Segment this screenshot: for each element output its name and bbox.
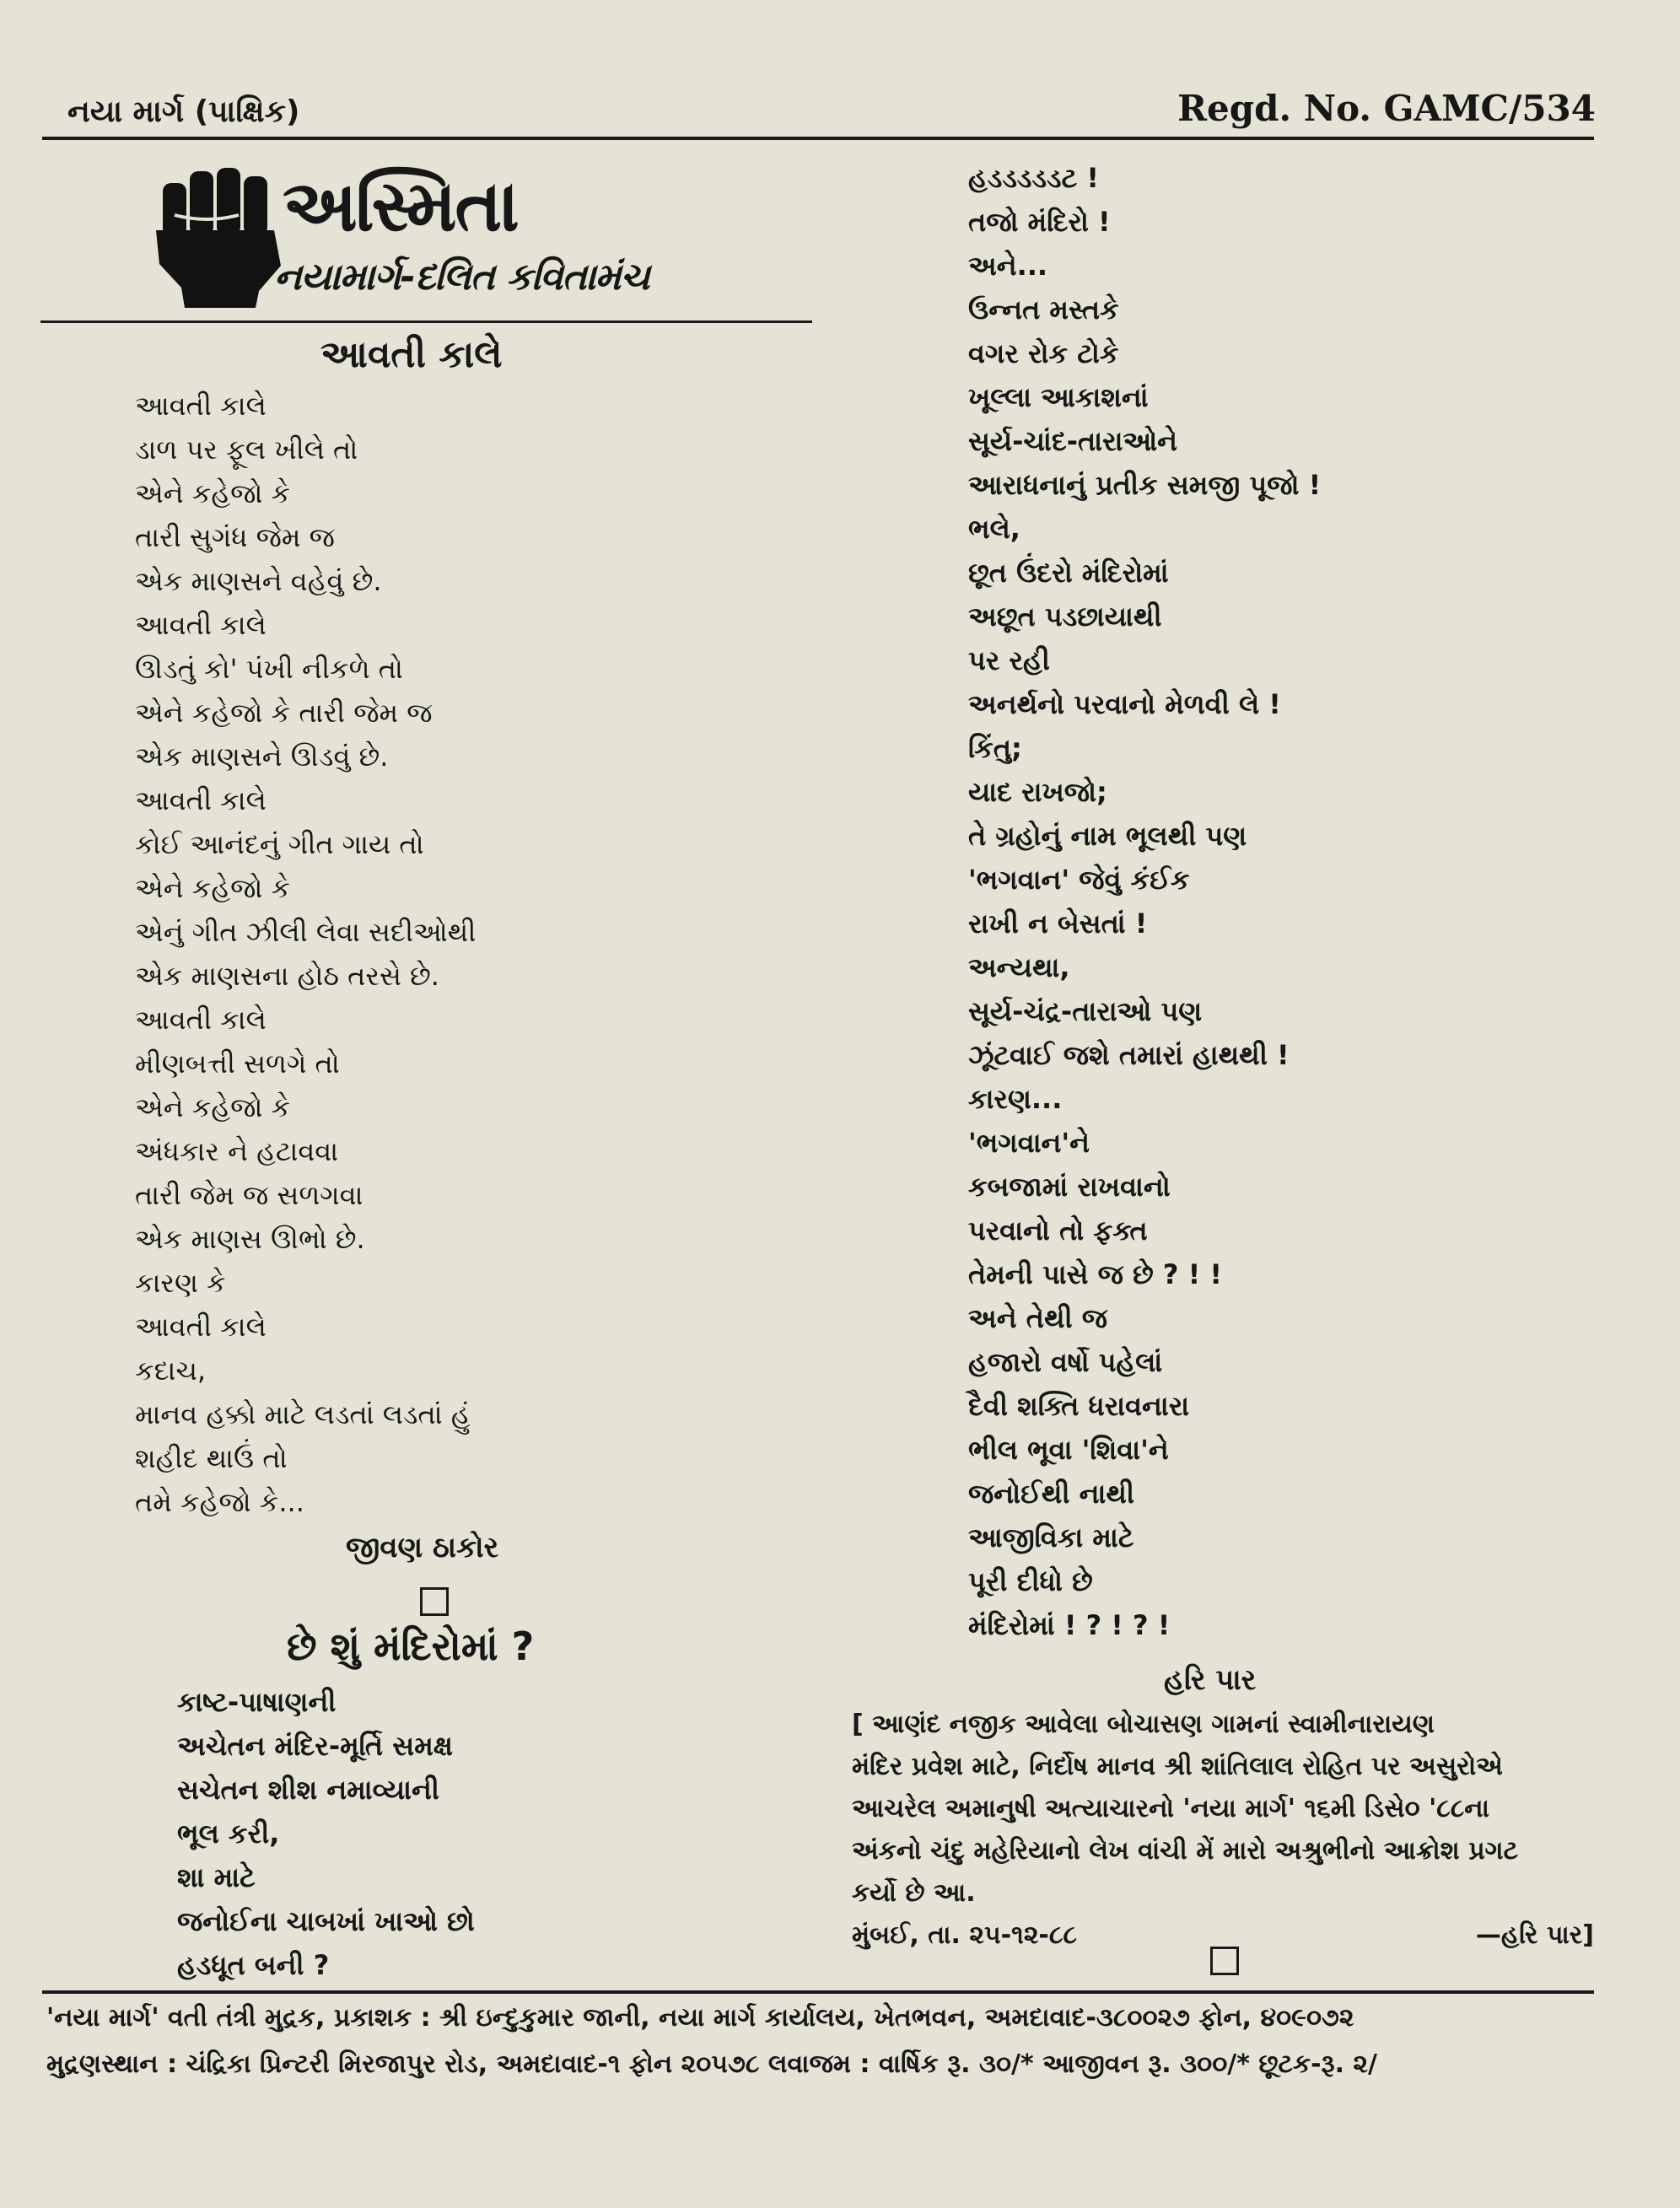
- footer-rule: [42, 1990, 1594, 1994]
- poem-line: ભલે,: [968, 513, 1020, 545]
- poem-line: તે ગ્રહોનું નામ ભૂલથી પણ: [968, 820, 1247, 852]
- poem-line: ઊડતું કો' પંખી નીકળે તો: [135, 653, 403, 685]
- poem-line: તમે કહેજો કે...: [135, 1486, 304, 1518]
- note-line: કર્યો છે આ.: [852, 1878, 976, 1908]
- note-line: [ આણંદ નજીક આવેલા બોચાસણ ગામનાં સ્વામીનારાયણ: [852, 1710, 1435, 1739]
- poem-line: ઉન્નત મસ્તકે: [968, 294, 1119, 326]
- poem-line: 'ભગવાન' જેવું કંઈક: [968, 864, 1190, 896]
- poem-line: આજીવિકા માટે: [968, 1521, 1134, 1554]
- poem-line: આવતી કાલે: [135, 609, 267, 641]
- poem-line: અચેતન મંદિર-મૂર્તિ સમક્ષ: [177, 1730, 454, 1762]
- note-line: અંકનો ચંદુ મહેરિયાનો લેખ વાંચી મેં મારો અશ્રુભીનો આક્રોશ પ્રગટ: [852, 1836, 1519, 1866]
- poem-line: જનોઈથી નાથી: [968, 1478, 1135, 1510]
- poem-line: મંદિરોમાં ! ? ! ? !: [968, 1609, 1171, 1641]
- poem-line: આરાધનાનું પ્રતીક સમજી પૂજો !: [968, 469, 1322, 501]
- poem-line: આવતી કાલે: [135, 390, 267, 422]
- poem-line: રાખી ન બેસતાં !: [968, 907, 1148, 940]
- poem-line: ઝૂંટવાઈ જશે તમારાં હાથથી !: [968, 1039, 1290, 1071]
- poem-line: એને કહેજો કે: [135, 872, 291, 904]
- poem-line: વગર રોક ટોકે: [968, 337, 1119, 369]
- note-signature: —હરિ પાર]: [1475, 1920, 1594, 1950]
- poem-line: યાદ રાખજો;: [968, 776, 1107, 808]
- poem-line: તારી જેમ જ સળગવા: [135, 1179, 363, 1211]
- logo-title: અસ્મિતા: [283, 164, 518, 247]
- poem-line: અછૂત પડછાયાથી: [968, 600, 1162, 633]
- poem-line: તજો મંદિરો !: [968, 206, 1111, 238]
- poem-line: છૂત ઉંદરો મંદિરોમાં: [968, 557, 1169, 589]
- poem-line: કદાચ,: [135, 1354, 207, 1387]
- poem-line: સૂર્ય-ચાંદ-તારાઓને: [968, 425, 1178, 457]
- poem-line: આવતી કાલે: [135, 784, 267, 816]
- poem-line: અંધકાર ને હટાવવા: [135, 1135, 339, 1167]
- poem-line: એને કહેજો કે: [135, 477, 291, 509]
- poem-line: પર રહી: [968, 644, 1050, 676]
- header-rule: [42, 137, 1594, 140]
- poem-line: સચેતન શીશ નમાવ્યાની: [177, 1774, 439, 1806]
- section-end-box: [1210, 1947, 1239, 1975]
- poem-body-right: [968, 156, 1626, 1647]
- poem-line: એક માણસને વહેવું છે.: [135, 565, 382, 597]
- poem-line: 'ભગવાન'ને: [968, 1127, 1090, 1159]
- poem-line: દૈવી શક્તિ ધરાવનારા: [968, 1390, 1190, 1422]
- poem-line: માનવ હક્કો માટે લડતાં લડતાં હું: [135, 1398, 471, 1430]
- poem-line: હજારો વર્ષો પહેલાં: [968, 1346, 1163, 1378]
- poem-line: ખૂલ્લા આકાશનાં: [968, 381, 1149, 413]
- asmita-logo: [156, 164, 704, 316]
- poem-line: ભૂલ કરી,: [177, 1818, 280, 1850]
- poem-line: મીણબત્તી સળગે તો: [135, 1047, 340, 1080]
- note-line: મંદિર પ્રવેશ માટે, નિર્દોષ માનવ શ્રી શાંતિલાલ રોહિત પર અસુરોએ: [852, 1752, 1503, 1781]
- poem-line: શા માટે: [177, 1861, 256, 1893]
- imprint-line-1: 'નયા માર્ગ' વતી તંત્રી મુદ્રક, પ્રકાશક : શ્રી ઇન્દુકુમાર જાની, નયા માર્ગ કાર્યાલય, ખેતભવન, અમદાવાદ-૩૮૦૦૨૭ ફોન, ૪૦૯૦૭૨: [46, 2003, 1354, 2033]
- poem-line: તારી સુગંધ જેમ જ: [135, 521, 335, 553]
- poem-line: કારણ...: [968, 1083, 1063, 1115]
- poem-line: કોઈ આનંદનું ગીત ગાય તો: [135, 828, 424, 860]
- poem-line: એને કહેજો કે: [135, 1091, 291, 1123]
- poem-title: આવતી કાલે: [320, 333, 503, 376]
- registration-number: Regd. No. GAMC/534: [1177, 88, 1596, 129]
- poem-title: છે શું મંદિરોમાં ?: [287, 1624, 535, 1669]
- poem-line: અનર્થનો પરવાનો મેળવી લે !: [968, 688, 1281, 720]
- section-divider-box: [420, 1587, 449, 1616]
- poem-line: અન્યથા,: [968, 951, 1070, 983]
- raised-fist-icon: [156, 164, 283, 308]
- logo-subtitle: નયામાર્ગ-દલિત કવિતામંચ: [274, 256, 649, 299]
- poem-line: સૂર્ય-ચંદ્ર-તારાઓ પણ: [968, 995, 1203, 1027]
- poem-body: [135, 384, 793, 1524]
- poem-line: આવતી કાલે: [135, 1311, 267, 1343]
- logo-rule: [40, 320, 812, 323]
- poem-line: શહીદ થાઉં તો: [135, 1442, 288, 1474]
- poem-line: તેમની પાસે જ છે ? ! !: [968, 1258, 1222, 1290]
- poem-line: કિંતુ;: [968, 732, 1022, 764]
- poem-line: પૂરી દીધો છે: [968, 1565, 1093, 1597]
- poem-line: પરવાનો તો ફક્ત: [968, 1214, 1148, 1247]
- note-place-date: મુંબઈ, તા. ૨૫-૧૨-૮૮: [852, 1920, 1077, 1950]
- poem-line: ડાળ પર ફૂલ ખીલે તો: [135, 434, 358, 466]
- note-line: આચરેલ અમાનુષી અત્યાચારનો 'નયા માર્ગ' ૧૬મી ડિસે૦ '૮૮ના: [852, 1794, 1489, 1823]
- publication-name: નયા માર્ગ (પાક્ષિક): [67, 94, 300, 129]
- poem-line: અને...: [968, 250, 1048, 282]
- poem-line: હડડડડડટ !: [968, 162, 1099, 194]
- poem-line: એનું ગીત ઝીલી લેવા સદીઓથી: [135, 916, 477, 948]
- poem-line: કાષ્ટ-પાષાણની: [177, 1686, 337, 1718]
- poem-line: એને કહેજો કે તારી જેમ જ: [135, 697, 433, 729]
- poem-line: એક માણસને ઊડવું છે.: [135, 740, 389, 773]
- poem-line: હડધૂત બની ?: [177, 1949, 330, 1981]
- poem-line: જનોઈના ચાબખાં ખાઓ છો: [177, 1905, 475, 1937]
- poem-line: અને તેથી જ: [968, 1302, 1108, 1334]
- poem-line: એક માણસના હોઠ તરસે છે.: [135, 960, 439, 992]
- poem-line: ભીલ ભૂવા 'શિવા'ને: [968, 1434, 1169, 1466]
- poem-line: કબજામાં રાખવાનો: [968, 1171, 1171, 1203]
- imprint-line-2: મુદ્રણસ્થાન : ચંદ્રિકા પ્રિન્ટરી મિરજાપુર રોડ, અમદાવાદ-૧ ફોન ૨૦૫૭૮ લવાજમ : વાર્ષિક રૂ. ૩૦/* આજીવન રૂ. ૩૦૦/* છૂટક-રૂ. ૨/: [46, 2049, 1377, 2079]
- poem-author: જીવણ ઠાકોર: [346, 1531, 499, 1564]
- poem-line: આવતી કાલે: [135, 1004, 267, 1036]
- poem-body-left: [177, 1680, 767, 1987]
- poem-line: એક માણસ ઊભો છે.: [135, 1223, 365, 1255]
- poem-line: કારણ કે: [135, 1267, 226, 1299]
- editorial-note: [852, 1704, 1594, 1957]
- poem-author: હરિ પાર: [1164, 1663, 1257, 1697]
